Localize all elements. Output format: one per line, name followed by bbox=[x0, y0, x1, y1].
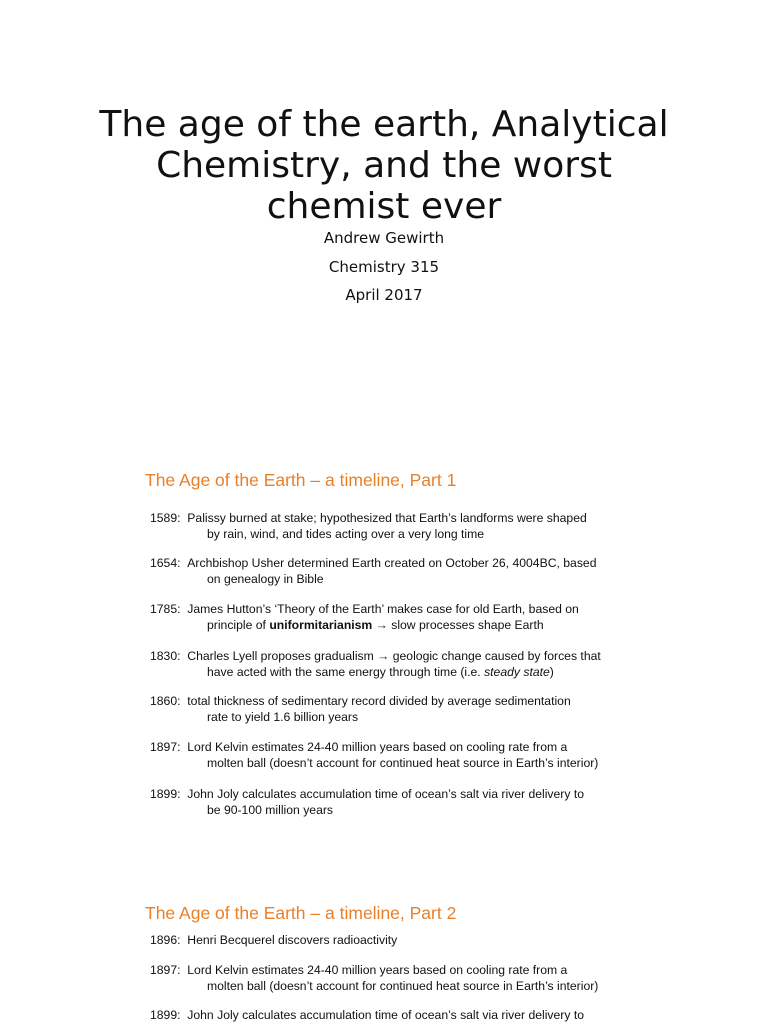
title-slide bbox=[0, 0, 768, 420]
entry-text: Palissy burned at stake; hypothesized that Earth’s landforms were shaped bbox=[187, 511, 587, 525]
emphasis-text: steady state bbox=[484, 665, 550, 679]
heading-dash: – bbox=[310, 903, 321, 923]
entry-year: 1896: bbox=[150, 933, 181, 947]
entry-text: molten ball (doesn’t account for continued heat source in Earth’s interior) bbox=[207, 979, 599, 993]
entry-text: molten ball (doesn’t account for continued heat source in Earth’s interior) bbox=[207, 756, 599, 770]
entry-year: 1899: bbox=[150, 1008, 181, 1022]
entry-year: 1897: bbox=[150, 740, 181, 754]
entry-text: total thickness of sedimentary record divided by average sedimentation bbox=[187, 694, 571, 708]
title-line: chemist ever bbox=[266, 186, 502, 228]
entry-text: be 90-100 million years bbox=[207, 803, 334, 817]
entry-text: ) bbox=[549, 665, 554, 679]
entry-text: Archbishop Usher determined Earth created on October 26, 4004BC, based bbox=[187, 556, 597, 570]
entry-text: on genealogy in Bible bbox=[207, 572, 324, 586]
entry-text: Henri Becquerel discovers radioactivity bbox=[187, 933, 398, 947]
timeline-entry bbox=[150, 739, 650, 771]
presentation-title bbox=[40, 104, 728, 227]
title-line: The age of the earth, Analytical bbox=[99, 104, 669, 146]
entry-year: 1785: bbox=[150, 602, 181, 616]
entry-year: 1654: bbox=[150, 556, 181, 570]
slide-heading bbox=[145, 903, 456, 924]
entry-year: 1899: bbox=[150, 787, 181, 801]
entry-text: Charles Lyell proposes gradualism → geologic change caused by forces that bbox=[187, 649, 601, 663]
heading-text: The Age of the Earth bbox=[145, 470, 306, 490]
timeline-entry bbox=[150, 601, 650, 633]
entry-text: → slow processes shape Earth bbox=[372, 618, 544, 632]
entry-text: John Joly calculates accumulation time of ocean’s salt via river delivery to bbox=[187, 1008, 585, 1022]
heading-text: a timeline, Part 2 bbox=[325, 903, 457, 923]
heading-dash: – bbox=[310, 470, 321, 490]
entry-text: rate to yield 1.6 billion years bbox=[207, 710, 359, 724]
timeline-entry bbox=[150, 555, 650, 587]
entry-text: have acted with the same energy through time (i.e. bbox=[207, 665, 485, 679]
entry-year: 1589: bbox=[150, 511, 181, 525]
timeline-entry bbox=[150, 786, 650, 818]
entry-text: Lord Kelvin estimates 24-40 million years based on cooling rate from a bbox=[187, 740, 568, 754]
author-name: Andrew Gewirth bbox=[323, 229, 445, 247]
entry-text: Lord Kelvin estimates 24-40 million years based on cooling rate from a bbox=[187, 963, 568, 977]
emphasis-text: uniformitarianism bbox=[269, 618, 373, 632]
course-name: Chemistry 315 bbox=[328, 258, 440, 276]
title-line: Chemistry, and the worst bbox=[156, 145, 612, 187]
timeline-entry bbox=[150, 510, 650, 542]
timeline-slide-part-1 bbox=[0, 440, 768, 860]
slide-heading bbox=[145, 470, 456, 491]
heading-text: The Age of the Earth bbox=[145, 903, 306, 923]
timeline-entry bbox=[150, 932, 650, 948]
timeline-entry bbox=[150, 693, 650, 725]
timeline-slide-part-2 bbox=[0, 880, 768, 1024]
heading-text: a timeline, Part 1 bbox=[325, 470, 457, 490]
entry-year: 1860: bbox=[150, 694, 181, 708]
timeline-entry bbox=[150, 648, 650, 680]
entry-year: 1897: bbox=[150, 963, 181, 977]
entry-text: by rain, wind, and tides acting over a very long time bbox=[207, 527, 485, 541]
entry-text: John Joly calculates accumulation time of ocean’s salt via river delivery to bbox=[187, 787, 585, 801]
entry-year: 1830: bbox=[150, 649, 181, 663]
entry-text: James Hutton’s ‘Theory of the Earth’ makes case for old Earth, based on bbox=[187, 602, 579, 616]
timeline-entry bbox=[150, 962, 650, 994]
timeline-entry bbox=[150, 1007, 650, 1023]
presentation-date: April 2017 bbox=[345, 286, 423, 304]
entry-text: principle of bbox=[207, 618, 270, 632]
